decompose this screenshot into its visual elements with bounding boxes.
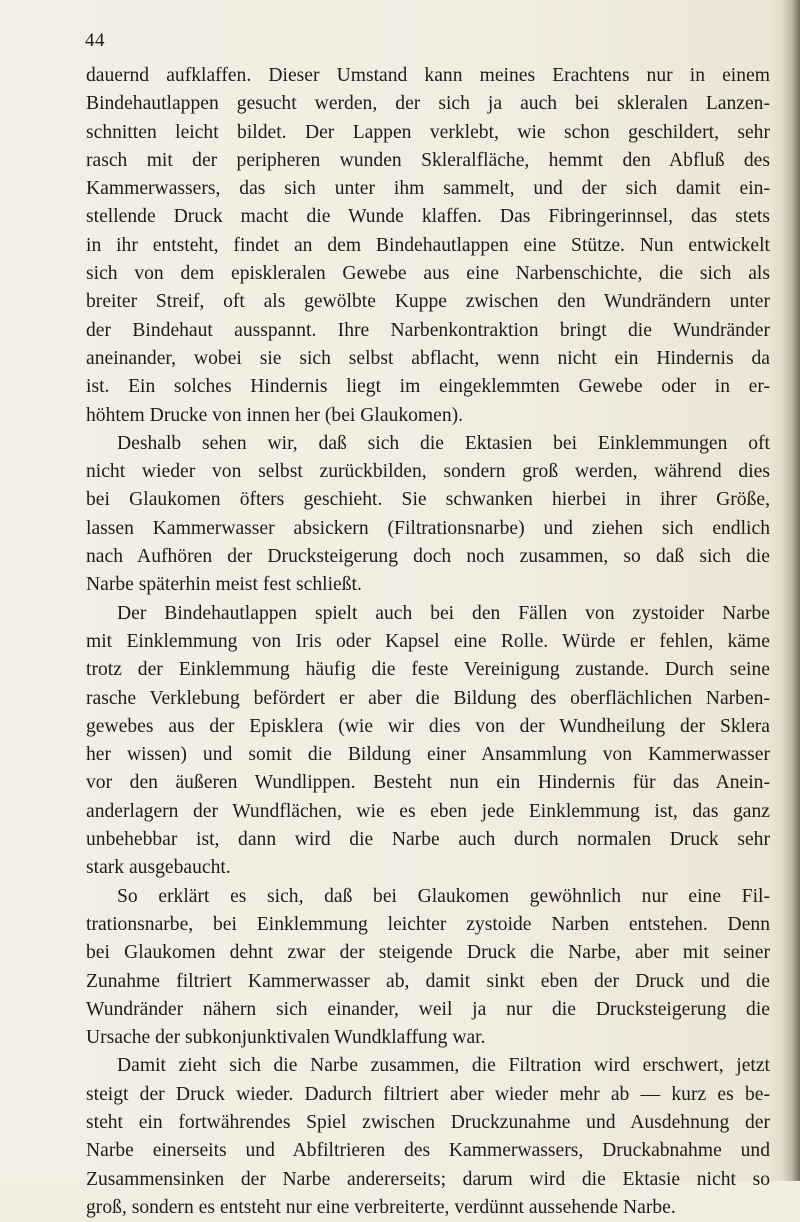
text-line: anderlagern der Wundflächen, wie es eben jede Einklemmung ist, das ganz: [86, 800, 770, 822]
text-line: stark ausgebaucht.: [86, 857, 231, 879]
text-line: Zunahme filtriert Kammerwasser ab, damit sinkt eben der Druck und die: [86, 970, 770, 992]
text-line: gewebes aus der Episklera (wie wir dies von der Wundheilung der Sklera: [86, 715, 770, 737]
text-line: trotz der Einklemmung häufig die feste Vereinigung zustande. Durch seine: [86, 659, 770, 681]
text-line: sich von dem episkleralen Gewebe aus eine Narbenschichte, die sich als: [86, 263, 770, 285]
text-line: nicht wieder von selbst zurückbilden, sondern groß werden, während dies: [86, 461, 770, 483]
text-line: schnitten leicht bildet. Der Lappen verklebt, wie schon geschildert, sehr: [86, 121, 770, 143]
text-line: Ursache der subkonjunktivalen Wundklaffung war.: [86, 1027, 486, 1049]
body-text: [86, 62, 770, 1222]
paragraph: [86, 430, 770, 600]
text-line: der Bindehaut ausspannt. Ihre Narbenkontraktion bringt die Wundränder: [86, 319, 770, 341]
paragraph: [86, 62, 770, 430]
paragraph: [86, 883, 770, 1053]
paragraph: [86, 600, 770, 883]
text-line: rasch mit der peripheren wunden Skleralfläche, hemmt den Abfluß des: [86, 149, 770, 171]
binding-shadow: [782, 0, 800, 1181]
text-line: Zusammensinken der Narbe andererseits; darum wird die Ektasie nicht so: [86, 1168, 770, 1190]
text-line: Narbe späterhin meist fest schließt.: [86, 574, 362, 596]
text-line: steht ein fortwährendes Spiel zwischen Druckzunahme und Ausdehnung der: [86, 1111, 770, 1133]
text-line: breiter Streif, oft als gewölbte Kuppe zwischen den Wundrändern unter: [86, 291, 770, 313]
text-line: groß, sondern es entsteht nur eine verbreiterte, verdünnt aussehende Narbe.: [86, 1196, 676, 1218]
text-line: unbehebbar ist, dann wird die Narbe auch durch normalen Druck sehr: [86, 829, 770, 851]
text-line: trationsnarbe, bei Einklemmung leichter zystoide Narben entstehen. Denn: [86, 913, 770, 935]
text-line: bei Glaukomen öfters geschieht. Sie schwanken hierbei in ihrer Größe,: [86, 489, 770, 511]
text-line: steigt der Druck wieder. Dadurch filtriert aber wieder mehr ab — kurz es be-: [86, 1083, 770, 1105]
text-line: her wissen) und somit die Bildung einer Ansammlung von Kammerwasser: [86, 744, 770, 766]
text-line: rasche Verklebung befördert er aber die Bildung des oberflächlichen Narben-: [86, 687, 770, 709]
text-line: Der Bindehautlappen spielt auch bei den Fällen von zystoider Narbe: [117, 602, 770, 624]
text-line: ist. Ein solches Hindernis liegt im eingeklemmten Gewebe oder in er-: [86, 376, 770, 398]
text-line: aneinander, wobei sie sich selbst abflacht, wenn nicht ein Hindernis da: [86, 347, 770, 369]
text-line: Narbe einerseits und Abfiltrieren des Kammerwassers, Druckabnahme und: [86, 1140, 770, 1162]
text-line: vor den äußeren Wundlippen. Besteht nun ein Hindernis für das Anein-: [86, 772, 770, 794]
page-number: 44: [85, 30, 105, 51]
text-line: nach Aufhören der Drucksteigerung doch noch zusammen, so daß sich die: [86, 546, 770, 568]
text-line: bei Glaukomen dehnt zwar der steigende Druck die Narbe, aber mit seiner: [86, 942, 770, 964]
text-line: mit Einklemmung von Iris oder Kapsel eine Rolle. Würde er fehlen, käme: [86, 630, 770, 652]
text-line: Bindehautlappen gesucht werden, der sich ja auch bei skleralen Lanzen-: [86, 93, 770, 115]
text-line: Wundränder nähern sich einander, weil ja nur die Drucksteigerung die: [86, 998, 770, 1020]
text-line: Damit zieht sich die Narbe zusammen, die Filtration wird erschwert, jetzt: [117, 1055, 770, 1077]
text-line: stellende Druck macht die Wunde klaffen. Das Fibringerinnsel, das stets: [86, 206, 770, 228]
text-line: höhtem Drucke von innen her (bei Glaukomen).: [86, 404, 464, 426]
paragraph: [86, 1052, 770, 1222]
text-line: dauernd aufklaffen. Dieser Umstand kann meines Erachtens nur in einem: [86, 65, 770, 86]
text-line: Deshalb sehen wir, daß sich die Ektasien bei Einklemmungen oft: [117, 432, 770, 454]
text-line: Kammerwassers, das sich unter ihm sammelt, und der sich damit ein-: [86, 178, 770, 200]
text-line: So erklärt es sich, daß bei Glaukomen gewöhnlich nur eine Fil-: [117, 885, 770, 907]
text-line: in ihr entsteht, findet an dem Bindehautlappen eine Stütze. Nun entwickelt: [86, 234, 770, 256]
text-line: lassen Kammerwasser absickern (Filtrationsnarbe) und ziehen sich endlich: [86, 517, 770, 539]
